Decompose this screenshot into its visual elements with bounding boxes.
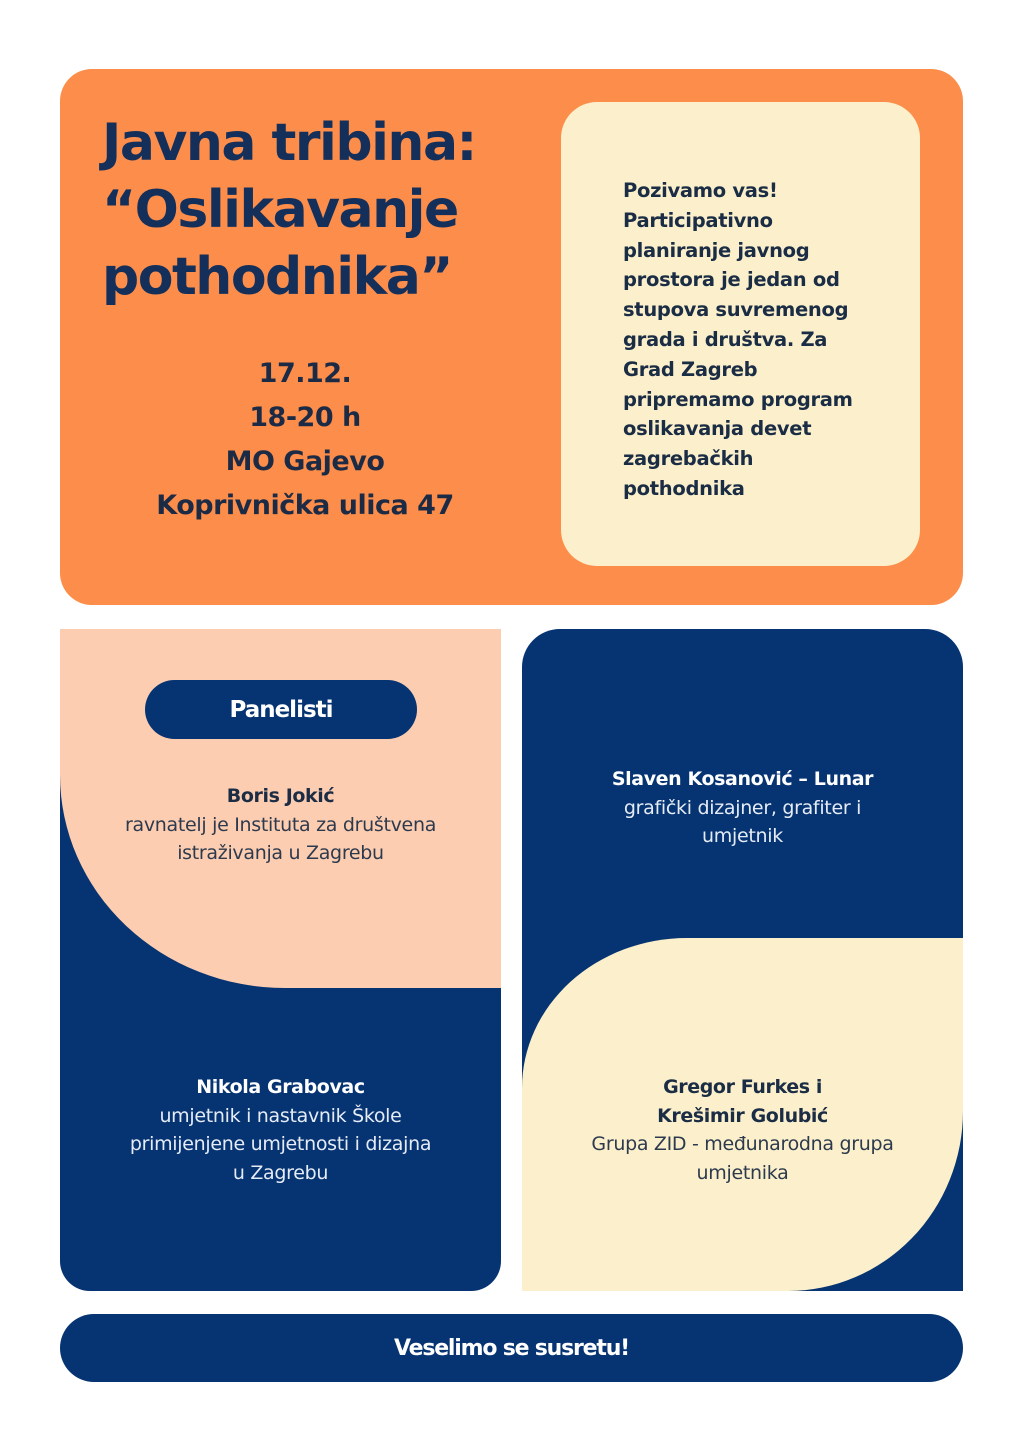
role-line: Grupa ZID - međunarodna grupa	[591, 1133, 894, 1155]
invite-line: zagrebačkih	[623, 447, 754, 471]
panelist-card-boris-jokic	[60, 782, 501, 868]
event-date: 17.12.	[258, 358, 352, 389]
role-line: u Zagrebu	[232, 1161, 329, 1184]
role-line: ravnatelj je Instituta za društvena	[124, 813, 437, 836]
invite-line: grada i društva. Za	[623, 327, 828, 351]
role-line: istraživanja u Zagrebu	[177, 842, 384, 864]
panelist-name: Nikola Grabovac	[196, 1076, 365, 1098]
panelist-name: Gregor Furkes i	[663, 1076, 822, 1098]
panelist-role	[522, 794, 963, 851]
role-line: umjetnika	[696, 1161, 789, 1184]
invite-line: Grad Zagreb	[623, 357, 758, 381]
event-venue: MO Gajevo	[225, 446, 385, 477]
panelist-card-grupa-zid	[522, 1073, 963, 1187]
event-time: 18-20 h	[249, 402, 361, 433]
title-line: “Oslikavanje	[102, 180, 458, 240]
panelists-right-panel	[522, 629, 963, 1291]
invite-line: pothodnika	[623, 476, 745, 500]
role-line: umjetnik	[702, 825, 783, 847]
title-line: Javna tribina:	[102, 113, 476, 173]
panelist-card-nikola-grabovac	[60, 1073, 501, 1187]
title-line: pothodnika”	[102, 247, 452, 307]
invitation-text	[623, 176, 893, 504]
footer-banner	[60, 1314, 963, 1382]
role-line: umjetnik i nastavnik Škole	[159, 1104, 402, 1127]
invite-line: oslikavanja devet	[623, 417, 812, 441]
invite-line: Participativno	[623, 208, 773, 232]
invite-line: Pozivamo vas!	[623, 179, 778, 202]
panelist-card-slaven-kosanovic	[522, 765, 963, 851]
panelist-role	[60, 1102, 501, 1188]
event-details	[130, 352, 480, 528]
panelists-label: Panelisti	[229, 696, 333, 723]
footer-message: Veselimo se susretu!	[393, 1335, 630, 1361]
invite-line: stupova suvremenog	[623, 298, 849, 322]
invite-line: planiranje javnog	[623, 238, 810, 262]
role-line: grafički dizajner, grafiter i	[623, 796, 862, 819]
invite-line: prostora je jedan od	[623, 268, 840, 292]
role-line: primijenjene umjetnosti i dizajna	[129, 1133, 432, 1155]
panelist-role	[522, 1130, 963, 1187]
event-title	[102, 110, 552, 311]
event-address: Koprivnička ulica 47	[156, 490, 454, 521]
panelist-name: Slaven Kosanović – Lunar	[611, 768, 874, 790]
invite-line: pripremamo program	[623, 387, 853, 411]
panelists-label-pill	[145, 680, 417, 739]
panelist-name: Krešimir Golubić	[657, 1104, 828, 1127]
panelist-role	[60, 811, 501, 868]
panelist-name: Boris Jokić	[226, 785, 335, 807]
